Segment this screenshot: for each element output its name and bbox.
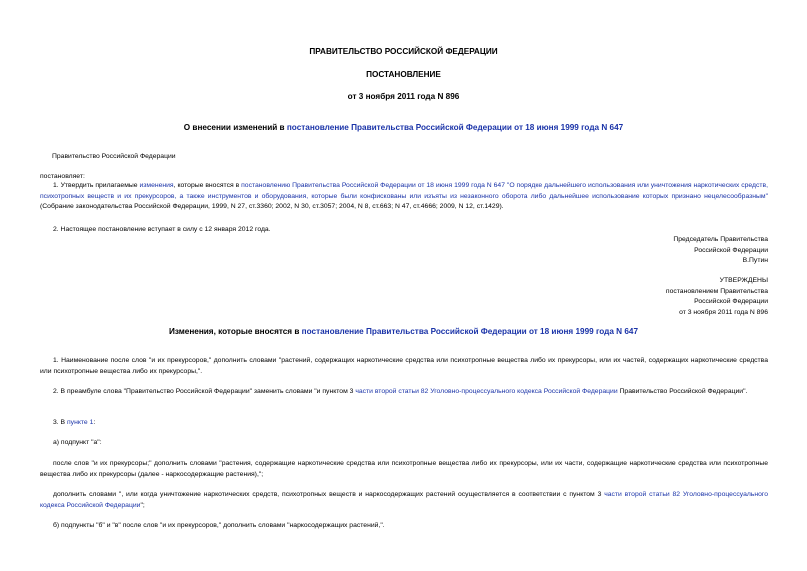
item-1-text-post: (Собрание законодательства Российской Федерации, 1999, N 27, ст.3360; 2002, N 30, ст.3057; 2004, N 8, ст.663; N 47, ст.4666; 2009, N 12, ст.1429). [40,203,504,210]
change-1-paragraph: 1. Наименование после слов "и их прекурсоров," дополнить словами "растений, содержащих наркотические средства или психотропные вещества либо их прекурсоры, или их частей, содержащих наркотические средства или психотропные вещества либо их прекурсоры,". [40,357,768,375]
approved-by: постановлением Правительства [665,287,768,295]
change-2-text-post: Правительство Российской Федерации". [617,388,748,395]
change-3b-paragraph: б) подпункты "б" и "в" после слов "и их прекурсоров," дополнить словами "наркосодержащих растений,". [53,522,385,529]
approved-block [548,276,768,318]
change-3-text-pre: 3. В [53,419,67,426]
document-title-link[interactable]: постановление Правительства Российской Федерации от 18 июня 1999 года N 647 [286,123,624,132]
item-1-text-mid: , которые вносятся в [173,182,242,189]
signature-block [548,235,768,267]
change-2-text-pre: 2. В преамбуле слова "Правительство Российской Федерации" заменить словами "и пунктом 3 [53,388,356,395]
change-3-point-link[interactable]: пункте 1 [66,419,94,426]
signature-country: Российской Федерации [694,246,768,254]
government-line: Правительство Российской Федерации [52,153,176,160]
government-heading: ПРАВИТЕЛЬСТВО РОССИЙСКОЙ ФЕДЕРАЦИИ [309,47,498,56]
change-3-paragraph [40,418,768,429]
change-3a2-code-link[interactable]: части второй статьи 82 Уголовно-процессуального кодекса Российской Федерации [40,491,768,509]
change-3a2-paragraph [40,490,768,511]
approved-country: Российской Федерации [694,298,768,305]
changes-title-text: Изменения, которые вносятся в [168,327,302,336]
change-2-code-link[interactable]: части второй статьи 82 Уголовно-процессуального кодекса Российской Федерации [355,388,618,395]
item-2-paragraph: 2. Настоящее постановление вступает в силу с 12 января 2012 года. [53,226,271,233]
document-title [0,123,807,132]
item-1-paragraph [40,181,768,213]
approved-label: УТВЕРЖДЕНЫ [719,277,768,284]
item-1-resolution-link[interactable]: постановлению Правительства Российской Федерации от 18 июня 1999 года N 647 "О порядке дальнейшего использования или уничтожения наркотических средств, психотропных веществ и их прекурсоров, а также инструментов и оборудования, которые были конфискованы или изъяты из незаконного оборота либо дальнейшее использование которых признано нецелесообразным" [40,182,768,200]
changes-title-link[interactable]: постановление Правительства Российской Федерации от 18 июня 1999 года N 647 [301,327,639,336]
document-title-text: О внесении изменений в [183,123,287,132]
change-3a1-paragraph: после слов "и их прекурсоры;" дополнить словами "растения, содержащие наркотические средства или психотропные вещества либо их прекурсоры, или их части, содержащие наркотические средства или психотропные вещества либо их прекурсоры (далее - наркосодержащие растения),"; [40,460,768,478]
approved-date: от 3 ноября 2011 года N 896 [679,308,768,316]
change-3a-paragraph: а) подпункт "а": [53,439,102,446]
document-date: от 3 ноября 2011 года N 896 [347,92,460,101]
document-type-heading: ПОСТАНОВЛЕНИЕ [366,70,441,79]
item-1-changes-link[interactable]: изменения [139,182,174,189]
signature-name: В.Путин [742,257,768,264]
change-2-paragraph [40,387,768,398]
decides-line: постановляет: [40,173,85,180]
item-1-text-pre: 1. Утвердить прилагаемые [53,182,140,189]
signature-position: Председатель Правительства [673,236,768,243]
changes-title [0,327,807,336]
change-3a2-text-post: "; [140,501,145,509]
change-3a2-text-pre: дополнить словами ", или когда уничтожение наркотических средств, психотропных веществ и наркосодержащих растений осуществляется в соответствии с пунктом 3 [53,491,605,498]
change-3-text-post: : [93,419,96,426]
